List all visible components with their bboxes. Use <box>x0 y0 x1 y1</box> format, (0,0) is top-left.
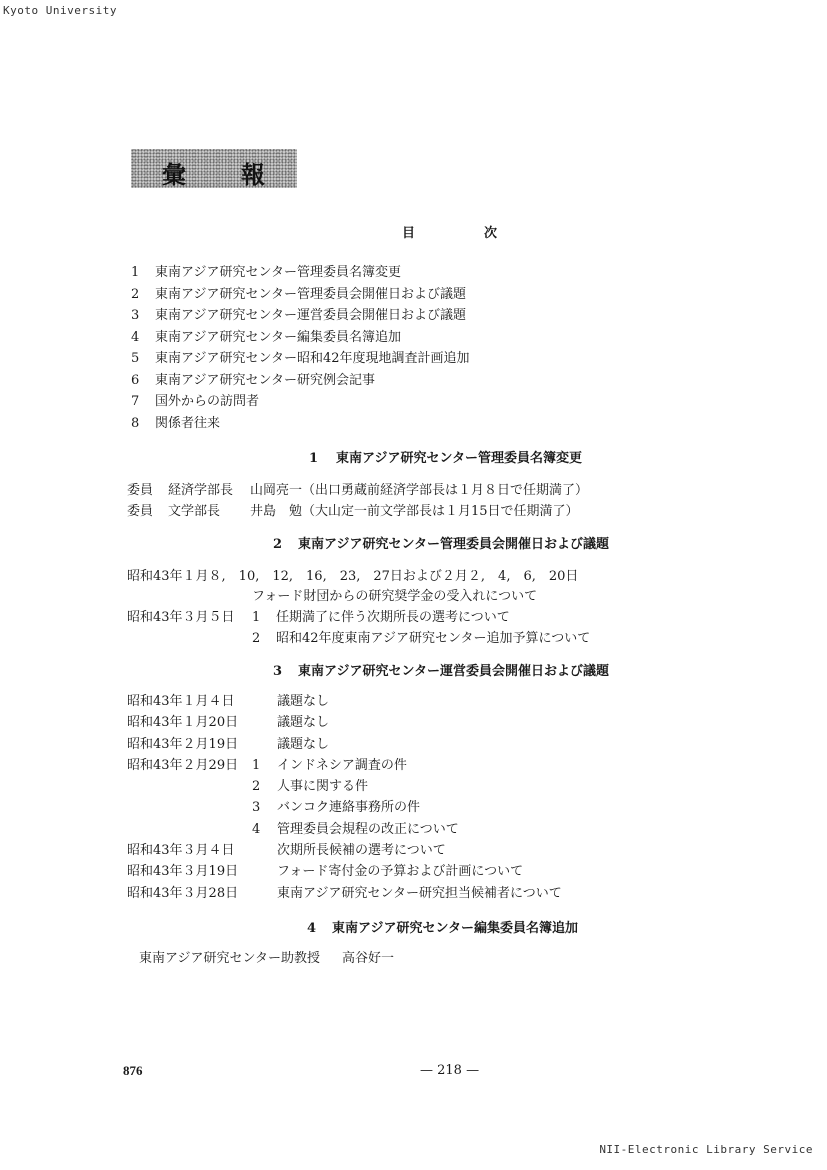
toc-list <box>131 262 470 434</box>
page-number-left: 876 <box>123 1063 143 1078</box>
toc-item: 7 国外からの訪問者 <box>131 394 260 409</box>
banner-char-1: 彙 <box>162 160 186 189</box>
section-3-heading: 3 東南アジア研究センター運営委員会開催日および議題 <box>273 664 610 679</box>
s2-dates-line: 昭和43年１月８, 10, 12, 16, 23, 27日および２月２, 4, 6, 20日 <box>127 569 579 584</box>
s1-row: 委員 文学部長 井島 勉（大山定一前文学部長は１月15日で任期満了） <box>127 504 579 519</box>
banner-char-2: 報 <box>241 160 265 189</box>
toc-item: 5 東南アジア研究センター昭和42年度現地調査計画追加 <box>131 351 470 366</box>
s3-row: 4 管理委員会規程の改正について <box>252 821 459 837</box>
toc-item: 1 東南アジア研究センター管理委員名簿変更 <box>131 265 401 280</box>
s2-agenda-item: 2 昭和42年度東南アジア研究センター追加予算について <box>252 631 591 646</box>
s2-agenda: フォード財団からの研究奨学金の受入れについて <box>252 589 538 604</box>
s2-date: 昭和43年３月５日 <box>127 610 235 625</box>
s3-row: 昭和43年３月４日 次期所長候補の選考について <box>127 843 446 859</box>
toc-item: 3 東南アジア研究センター運営委員会開催日および議題 <box>131 308 466 323</box>
section-1-heading: 1 東南アジア研究センター管理委員名簿変更 <box>309 451 583 466</box>
toc-item: 2 東南アジア研究センター管理委員会開催日および議題 <box>131 286 466 302</box>
section-2-heading: 2 東南アジア研究センター管理委員会開催日および議題 <box>273 537 610 552</box>
section-banner <box>131 149 297 188</box>
s3-row: 昭和43年２月29日 1 インドネシア調査の件 <box>127 757 407 773</box>
s3-list <box>127 691 727 904</box>
toc-item: 4 東南アジア研究センター編集委員名簿追加 <box>131 329 401 345</box>
s3-row: 昭和43年１月４日 議題なし <box>127 694 330 709</box>
toc-item: 6 東南アジア研究センター研究例会記事 <box>131 372 375 388</box>
s3-row: 昭和43年３月19日 フォード寄付金の予算および計画について <box>127 864 524 880</box>
library-service-label: NII-Electronic Library Service <box>599 1143 813 1156</box>
section-4-heading: 4 東南アジア研究センター編集委員名簿追加 <box>307 921 579 936</box>
s1-row: 委員 経済学部長 山岡亮一（出口勇蔵前経済学部長は１月８日で任期満了） <box>127 483 589 498</box>
toc-item: 8 関係者往来 <box>131 415 221 431</box>
page-number-center: — 218 — <box>420 1063 480 1078</box>
s3-row: 昭和43年３月28日 東南アジア研究センター研究担当候補者について <box>127 885 562 901</box>
institution-label: Kyoto University <box>3 4 117 17</box>
s2-agenda-item: 1 任期満了に伴う次期所長の選考について <box>252 610 510 625</box>
s3-row: 3 バンコク連絡事務所の件 <box>252 800 421 816</box>
s3-row: 昭和43年２月19日 議題なし <box>127 736 330 752</box>
s4-row: 東南アジア研究センター助教授 高谷好一 <box>139 951 394 966</box>
s3-row: 昭和43年１月20日 議題なし <box>127 715 330 731</box>
s3-row: 2 人事に関する件 <box>252 779 369 795</box>
toc-title-2: 次 <box>484 226 498 241</box>
toc-title-1: 目 <box>402 226 416 241</box>
